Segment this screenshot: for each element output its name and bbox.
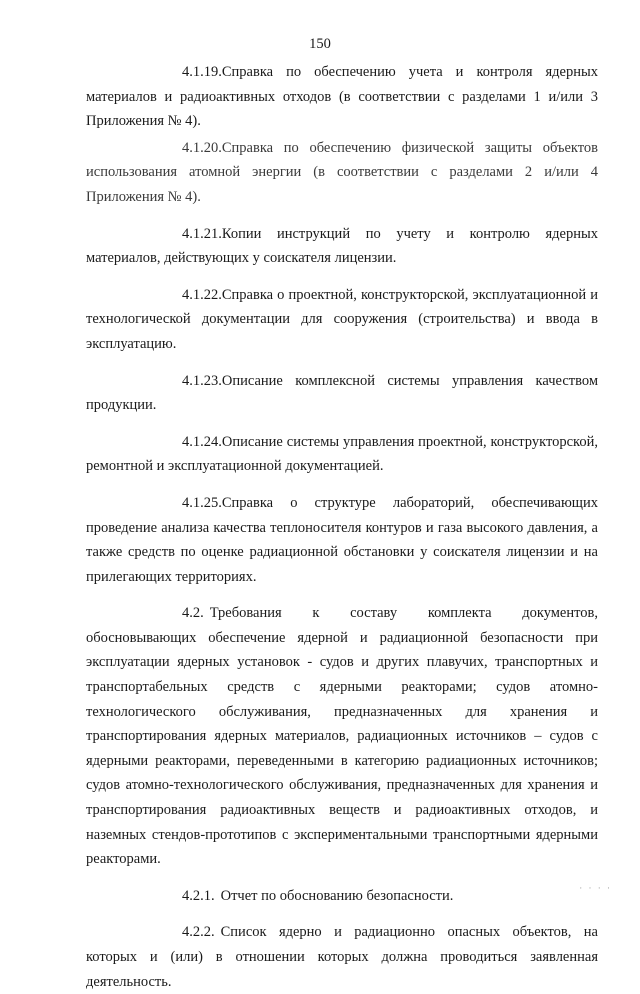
clause-4-1-22 [86, 283, 598, 357]
scan-artifact: · · · · [579, 883, 612, 893]
clause-text: Требования к составу комплекта документов, обосновывающих обеспечение ядерной и радиационной безопасности при эксплуатации ядерных установок - судов и других плавучих, транспортных и транспортабельных средств с ядерными реакторами; судов атомно-технологического обслуживания, предназначенных для хранения и транспортирования ядерных материалов, радиационных источников – судов с ядерными реакторами, переведенными в категорию радиационных источников; судов атомно-технологического обслуживания, предназначенных для хранения и транспортирования радиоактивных веществ и радиоактивных отходов, и наземных стендов-прототипов с экспериментальными транспортными ядерными реакторами. [86, 605, 598, 868]
clause-number: 4.1.25. [182, 494, 222, 511]
clause-text: Описание комплексной системы управления качеством продукции. [86, 372, 598, 414]
clause-4-2 [86, 601, 598, 872]
clause-text: Копии инструкций по учету и контролю ядерных материалов, действующих у соискателя лицензии. [86, 225, 598, 267]
clause-text: Справка по обеспечению физической защиты объектов использования атомной энергии (в соответствии с разделами 2 и/или 4 Приложения № 4). [86, 139, 598, 205]
clause-text: Справка о структуре лабораторий, обеспечивающих проведение анализа качества теплоносителя контуров и газа высокого давления, а также средств по оценке радиационной обстановки у соискателя лицензии и на прилегающих территориях. [86, 494, 598, 585]
clause-4-1-25 [86, 491, 598, 589]
clause-number: 4.1.20. [182, 139, 222, 156]
page-number: 150 [309, 36, 331, 52]
clause-4-1-21 [86, 222, 598, 271]
clause-text: Справка о проектной, конструкторской, эксплуатационной и технологической документации для сооружения (строительства) и ввода в эксплуатацию. [86, 286, 598, 352]
clause-4-1-23 [86, 369, 598, 418]
clause-number: 4.1.22. [182, 286, 222, 303]
clause-4-2-2 [86, 920, 598, 994]
clause-text: Отчет по обоснованию безопасности. [220, 887, 454, 904]
clause-4-1-20 [86, 136, 598, 210]
clause-number: 4.1.19. [182, 64, 222, 80]
clause-number: 4.2.1. [182, 887, 215, 904]
document-body [86, 60, 598, 994]
clause-text: Справка по обеспечению учета и контроля ядерных материалов и радиоактивных отходов (в соответствии с разделами 1 и/или 3 Приложения № 4). [86, 64, 598, 130]
clause-number: 4.2.2. [182, 924, 215, 941]
clause-text: Описание системы управления проектной, конструкторской, ремонтной и эксплуатационной документацией. [86, 433, 598, 475]
clause-4-1-24 [86, 430, 598, 479]
clause-number: 4.1.23. [182, 372, 222, 389]
clause-number: 4.1.24. [182, 433, 222, 450]
clause-number: 4.1.21. [182, 225, 222, 242]
clause-text: Список ядерно и радиационно опасных объектов, на которых и (или) в отношении которых должна проводиться заявленная деятельность. [86, 924, 598, 990]
clause-number: 4.2. [182, 605, 204, 622]
clause-4-1-19 [86, 60, 598, 134]
